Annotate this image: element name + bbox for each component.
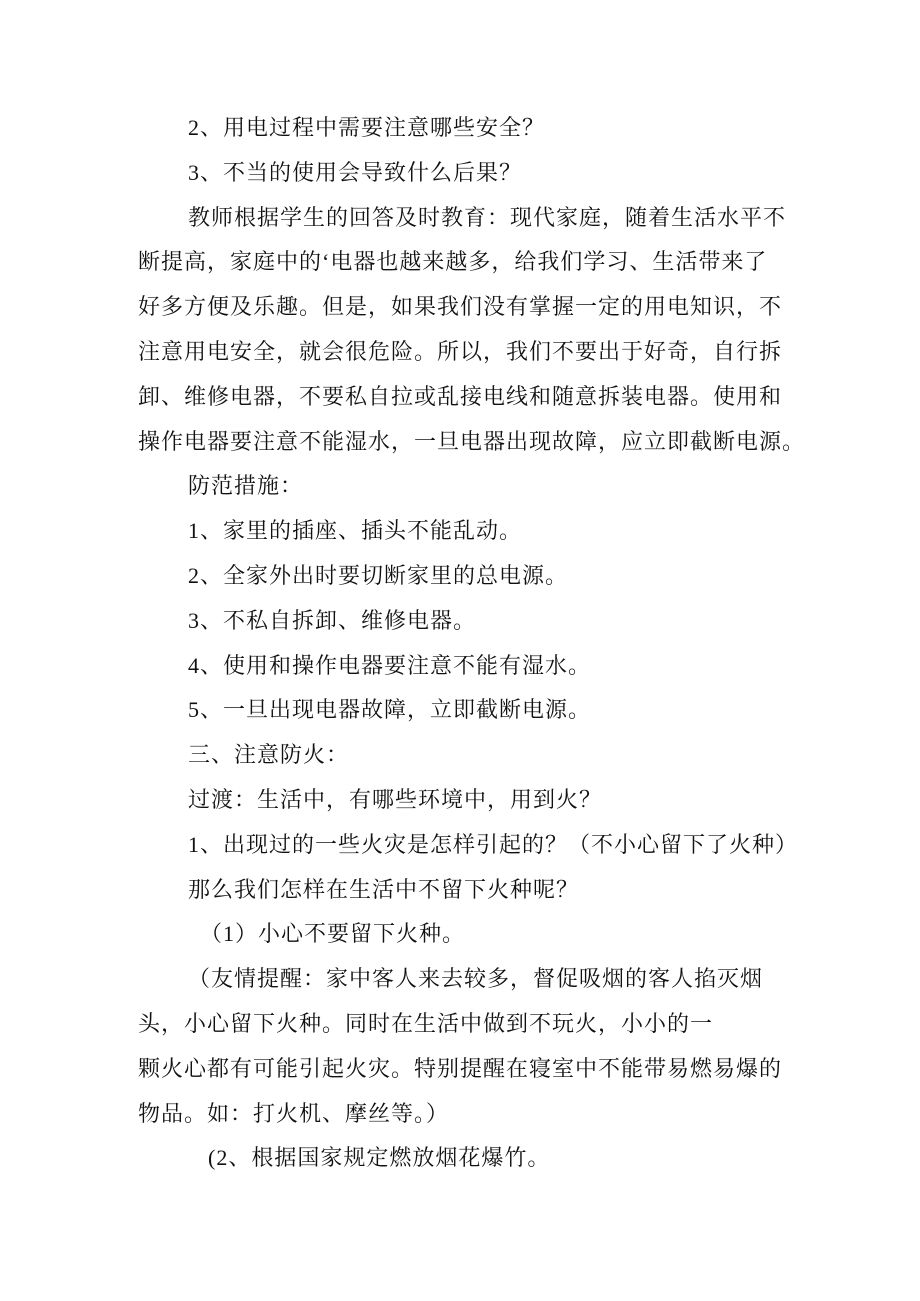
teacher-education-paragraph-line: 卸、维修电器，不要私自拉或乱接电线和随意拆装电器。使用和 — [138, 383, 783, 409]
prevention-item-5: 5、一旦出现电器故障，立即截断电源。 — [188, 697, 592, 723]
prevention-item-1: 1、家里的插座、插头不能乱动。 — [188, 518, 523, 544]
teacher-education-paragraph-line: 注意用电安全，就会很危险。所以，我们不要出于好奇，自行拆 — [138, 338, 783, 364]
teacher-education-paragraph-line: 好多方便及乐趣。但是，如果我们没有掌握一定的用电知识，不 — [138, 294, 783, 320]
fire-point-1: （1）小心不要留下火种。 — [200, 921, 466, 947]
section-heading-fire: 三、注意防火： — [188, 742, 350, 768]
friendly-reminder-paragraph-line: （友情提醒：家中客人来去较多，督促吸烟的客人掐灭烟 — [188, 966, 764, 992]
teacher-education-paragraph-line: 操作电器要注意不能湿水，一旦电器出现故障，应立即截断电源。 — [138, 428, 806, 454]
prevention-heading: 防范措施： — [188, 473, 304, 499]
teacher-education-paragraph-line: 断提高，家庭中的‘电器也越来越多，给我们学习、生活带来了 — [138, 249, 768, 275]
transition-line: 过渡：生活中，有哪些环境中，用到火？ — [188, 786, 603, 812]
document-page — [0, 106, 920, 1181]
prevention-item-4: 4、使用和操作电器要注意不能有湿水。 — [188, 652, 592, 678]
prevention-item-2: 2、全家外出时要切断家里的总电源。 — [188, 562, 569, 588]
teacher-education-paragraph-line: 教师根据学生的回答及时教育：现代家庭，随着生活水平不 — [188, 204, 787, 230]
friendly-reminder-paragraph-line: 物品。如：打火机、摩丝等。） — [138, 1100, 450, 1126]
prevention-item-3: 3、不私自拆卸、维修电器。 — [188, 607, 477, 633]
fire-question-1: 1、出现过的一些火灾是怎样引起的？（不小心留下了火种） — [188, 831, 799, 857]
fire-point-2: (2、根据国家规定燃放烟花爆竹。 — [208, 1145, 551, 1171]
question-2: 2、用电过程中需要注意哪些安全？ — [188, 115, 546, 140]
question-3: 3、不当的使用会导致什么后果？ — [188, 159, 523, 185]
fire-question-followup: 那么我们怎样在生活中不留下火种呢？ — [188, 876, 580, 902]
friendly-reminder-paragraph-line: 头，小心留下火种。同时在生活中做到不玩火，小小的一 — [138, 1010, 714, 1036]
friendly-reminder-paragraph-line: 颗火心都有可能引起火灾。特别提醒在寝室中不能带易燃易爆的 — [138, 1055, 783, 1081]
